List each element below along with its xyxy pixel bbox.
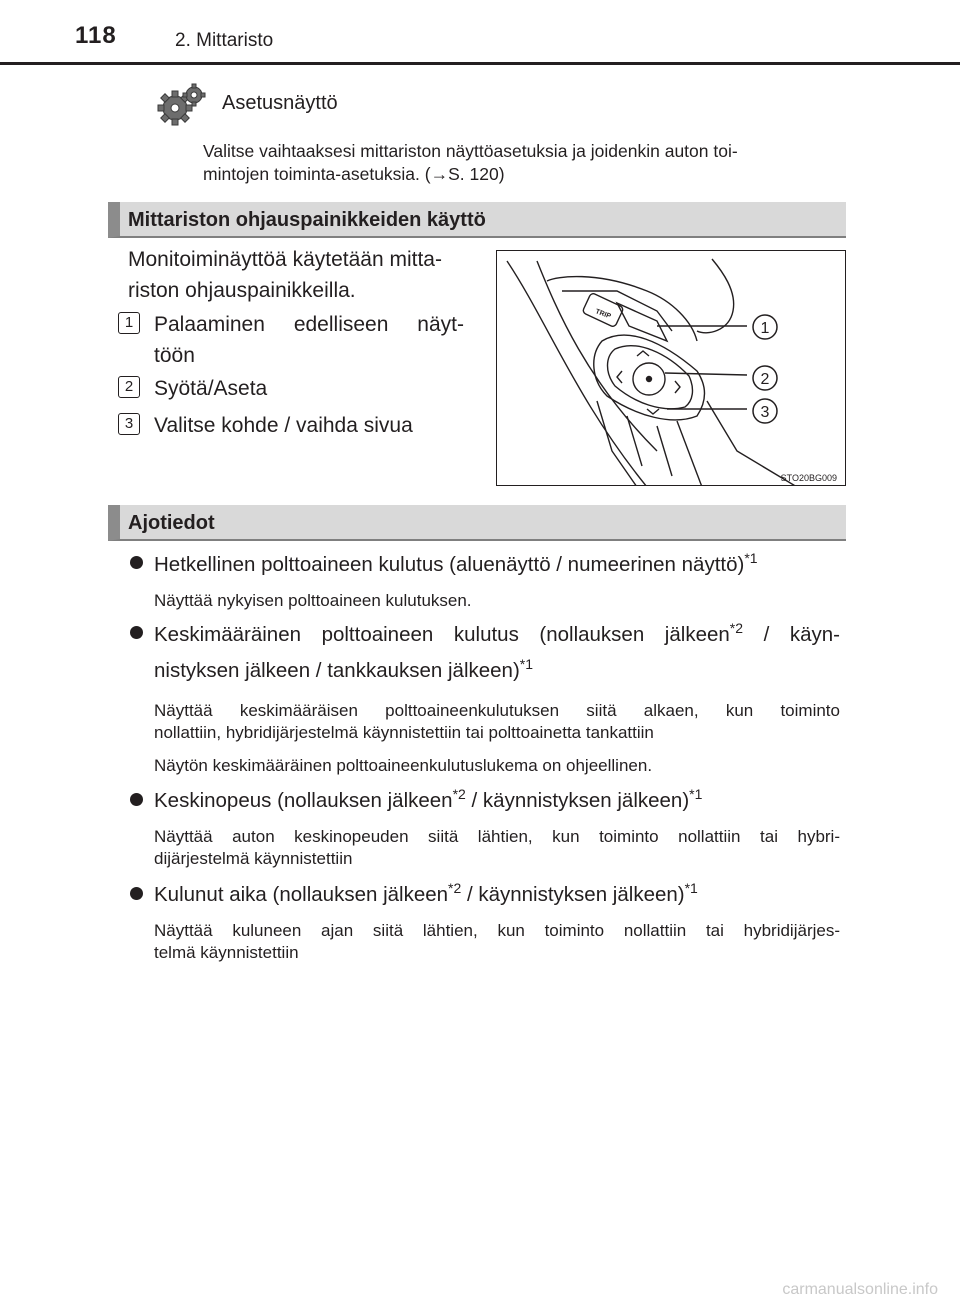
trip-info-item-desc: Näyttää keskimääräisen polttoaineenkulutuksen siitä alkaen, kun toiminto nollattiin, hybridijärjestelmä käynnistettiin tai polttoainetta tankattiin xyxy=(154,701,840,742)
bullet-icon xyxy=(130,626,143,639)
setting-screen-title: Asetusnäyttö xyxy=(222,92,338,114)
section-header-bar xyxy=(108,505,846,541)
callout-3: 3 xyxy=(760,404,770,421)
trip-info-item-title: Hetkellinen polttoaineen kulutus (aluenäyttö / numeerinen näyttö)$^{*1}$ xyxy=(154,550,758,576)
section-title-controls: Mittariston ohjauspainikkeiden käyttö xyxy=(128,209,486,231)
control-item: Syötä/Aseta xyxy=(154,377,268,400)
callout-2: 2 xyxy=(760,371,770,388)
figure-code: STO20BG009 xyxy=(780,473,837,483)
trip-info-item-title: Kulunut aika (nollauksen jälkeen$^{*2}$ / käynnistyksen jälkeen)$^{*1}$ xyxy=(154,880,698,906)
header-divider xyxy=(0,62,960,65)
steering-switch-illustration xyxy=(496,250,846,486)
bullet-icon xyxy=(130,887,143,900)
trip-info-item-desc: Näyttää nykyisen polttoaineen kulutuksen. xyxy=(154,591,472,610)
trip-info-item-desc: Näyttää auton keskinopeuden siitä lähtien, kun toiminto nollattiin tai hybri- dijärjestelmä käynnistettiin xyxy=(154,827,840,868)
bullet-icon xyxy=(130,793,143,806)
setting-screen-description: Valitse vaihtaaksesi mittariston näyttöasetuksia ja joidenkin auton toi- mintojen toiminta-asetuksia. (→S. 120) xyxy=(203,141,738,184)
control-item: Palaaminen edelliseen näyt- töön xyxy=(154,313,464,367)
page-number: 118 xyxy=(75,22,117,49)
trip-info-item-title: Keskimääräinen polttoaineen kulutus (nollauksen jälkeen$^{*2}$ / käyn- xyxy=(154,620,840,646)
gears-icon xyxy=(155,82,207,128)
callout-1: 1 xyxy=(760,320,770,337)
item-number-badge: 2 xyxy=(118,376,140,398)
controls-intro: Monitoiminäyttöä käytetään mitta- riston ohjauspainikkeilla. xyxy=(128,248,442,302)
trip-button-label: TRIP xyxy=(594,308,612,321)
watermark: carmanualsonline.info xyxy=(782,1281,938,1298)
trip-info-item-note: Näytön keskimääräinen polttoaineenkulutuslukema on ohjeellinen. xyxy=(154,756,653,775)
steering-switch-drawing xyxy=(497,251,846,486)
chapter-title: 2. Mittaristo xyxy=(175,30,274,51)
trip-info-item-title-cont: nistyksen jälkeen / tankkauksen jälkeen)$^{*1}$ xyxy=(154,656,534,682)
bullet-icon xyxy=(130,556,143,569)
trip-info-item-title: Keskinopeus (nollauksen jälkeen$^{*2}$ / käynnistyksen jälkeen)$^{*1}$ xyxy=(154,786,703,812)
item-number-badge: 1 xyxy=(118,312,140,334)
item-number-badge: 3 xyxy=(118,413,140,435)
control-item: Valitse kohde / vaihda sivua xyxy=(154,414,413,437)
trip-info-item-desc: Näyttää kuluneen ajan siitä lähtien, kun toiminto nollattiin tai hybridijärjes- telmä käynnistettiin xyxy=(154,921,840,962)
section-title-trip-info: Ajotiedot xyxy=(128,512,215,534)
